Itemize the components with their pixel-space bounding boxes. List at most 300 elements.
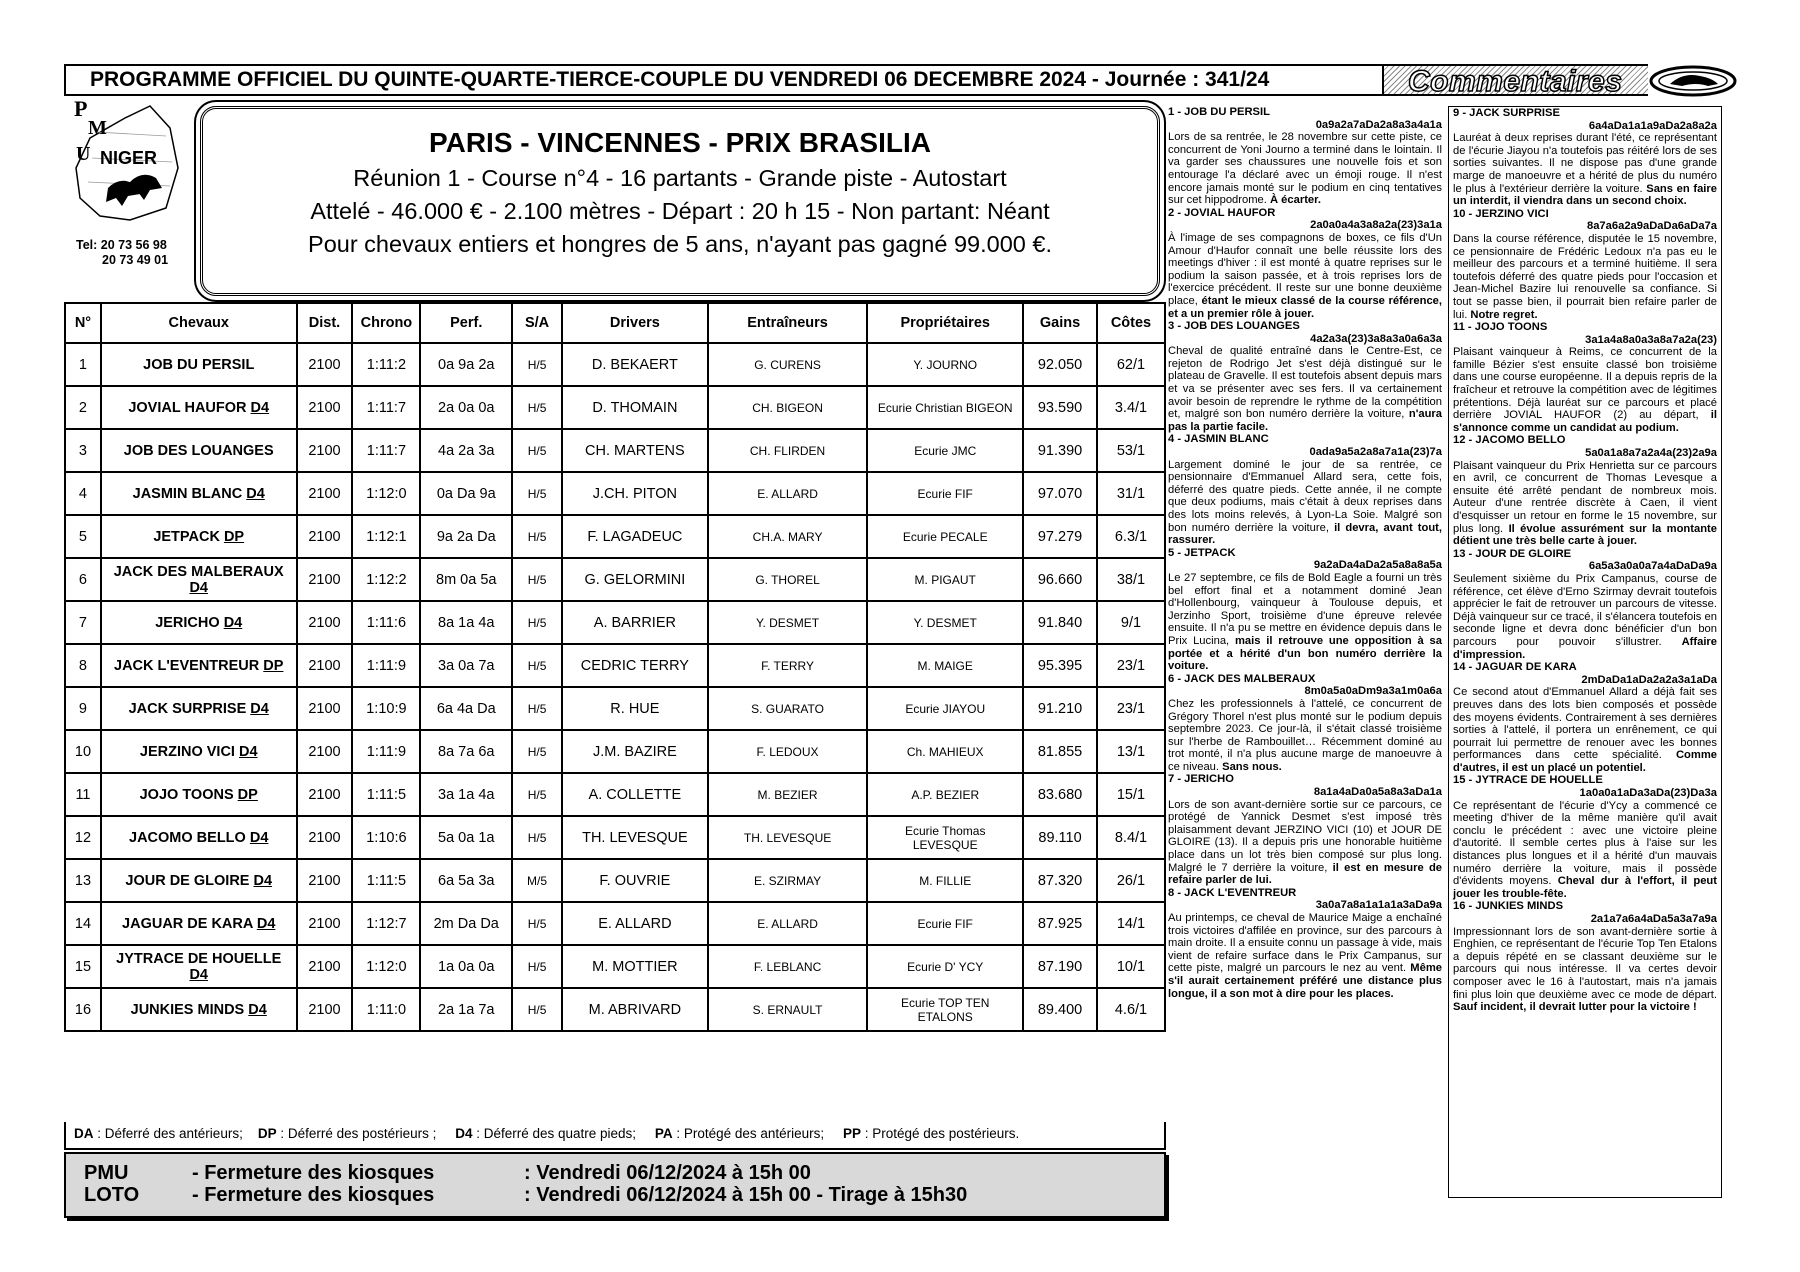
- comment-entry: [1453, 661, 1717, 774]
- comment-body: [1453, 573, 1717, 661]
- cell-trainer: CH. BIGEON: [708, 386, 868, 429]
- cell-driver: F. OUVRIE: [562, 859, 708, 902]
- table-row: [65, 386, 1165, 429]
- cell-number: 2: [65, 386, 101, 429]
- cell-chrono: 1:11:7: [352, 429, 420, 472]
- cell-owner: Y. DESMET: [867, 601, 1023, 644]
- col-header: Propriétaires: [867, 303, 1023, 343]
- cell-driver: M. ABRIVARD: [562, 988, 708, 1031]
- table-row: [65, 773, 1165, 816]
- cell-performance: 0a 9a 2a: [420, 343, 512, 386]
- col-header: Chrono: [352, 303, 420, 343]
- comment-form-code: 8a1a4aDa0a5a8a3aDa1a: [1313, 786, 1442, 799]
- comment-text: Chez les professionnels à l'attelé, ce concurrent de Grégory Thorel n'est plus monté sur le podium depuis septembre 2023. Ce jour-là, il s'était classé troisième sur l'herbe de Rambouillet… Récemment dominé au trot monté, il n'a plus aucune marge de manoeuvre à ce niveau.: [1168, 697, 1442, 773]
- phone-1: Tel: 20 73 56 98: [76, 238, 167, 252]
- race-title: PARIS - VINCENNES - PRIX BRASILIA: [429, 127, 931, 158]
- race-line-2: Attelé - 46.000 € - 2.100 mètres - Départ : 20 h 15 - Non partant: Néant: [310, 198, 1050, 224]
- top-banner: [64, 64, 1384, 96]
- horse-name: JERZINO VICI: [139, 743, 235, 760]
- horse-name: JACOMO BELLO: [129, 829, 246, 846]
- pmu-text: - Fermeture des kiosques: [192, 1162, 435, 1184]
- comment-heading: 16 - JUNKIES MINDS: [1453, 900, 1564, 913]
- cell-odds: 31/1: [1097, 472, 1165, 515]
- cell-sex-age: H/5: [512, 687, 562, 730]
- comment-form-code: 4a2a3a(23)3a8a3a0a6a3a: [1310, 332, 1442, 345]
- cell-sex-age: H/5: [512, 945, 562, 988]
- comment-body: [1168, 698, 1442, 774]
- cell-trainer: Y. DESMET: [708, 601, 868, 644]
- cell-driver: J.M. BAZIRE: [562, 730, 708, 773]
- shoeing-tag: D4: [250, 399, 270, 416]
- comment-heading: 9 - JACK SURPRISE: [1453, 107, 1560, 119]
- horse-name: JETPACK: [153, 528, 220, 545]
- shoeing-tag: DP: [223, 528, 245, 545]
- cell-chrono: 1:11:2: [352, 343, 420, 386]
- comment-entry: [1168, 673, 1442, 774]
- comment-verdict: Affaire d'impression.: [1453, 635, 1717, 661]
- cell-distance: 2100: [297, 859, 353, 902]
- cell-gains: 91.840: [1023, 601, 1097, 644]
- cell-driver: G. GELORMINI: [562, 558, 708, 601]
- cell-driver: R. HUE: [562, 687, 708, 730]
- cell-trainer: E. ALLARD: [708, 902, 868, 945]
- cell-gains: 96.660: [1023, 558, 1097, 601]
- cell-gains: 92.050: [1023, 343, 1097, 386]
- comment-body: [1453, 460, 1717, 548]
- cell-distance: 2100: [297, 945, 353, 988]
- legend-abbr: DA: [74, 1126, 94, 1141]
- horse-name: JACK DES MALBERAUX: [113, 563, 284, 580]
- comment-verdict: Même s'il aurait certainement préféré une distance plus longue, il a son mot à dire pour les places.: [1168, 962, 1442, 1000]
- comment-verdict: À écarter.: [1269, 194, 1321, 207]
- cell-horse: [101, 601, 297, 644]
- niger-map-icon: [70, 98, 190, 238]
- loto-value: : Vendredi 06/12/2024 à 15h 00 - Tirage à 15h30: [524, 1184, 968, 1206]
- comment-heading: 15 - JYTRACE DE HOUELLE: [1453, 774, 1603, 787]
- comment-entry: [1453, 107, 1717, 208]
- legend: [64, 1122, 1166, 1150]
- table-row: [65, 644, 1165, 687]
- shoeing-tag: D4: [248, 1001, 267, 1018]
- table-row: [65, 945, 1165, 988]
- legend-abbr: PP: [842, 1126, 861, 1141]
- table-row: [65, 515, 1165, 558]
- cell-odds: 13/1: [1097, 730, 1165, 773]
- comment-heading: 5 - JETPACK: [1168, 546, 1236, 559]
- cell-horse: [101, 773, 297, 816]
- cell-chrono: 1:10:9: [352, 687, 420, 730]
- cell-distance: 2100: [297, 343, 353, 386]
- comments-column-2: [1448, 106, 1722, 1198]
- comment-entry: [1168, 547, 1442, 673]
- pmu-value: : Vendredi 06/12/2024 à 15h 00: [524, 1162, 811, 1184]
- cell-number: 12: [65, 816, 101, 859]
- cell-number: 15: [65, 945, 101, 988]
- cell-driver: A. COLLETTE: [562, 773, 708, 816]
- cell-distance: 2100: [297, 730, 353, 773]
- cell-gains: 81.855: [1023, 730, 1097, 773]
- cell-horse: [101, 816, 297, 859]
- table-row: [65, 687, 1165, 730]
- comment-text: Le 27 septembre, ce fils de Bold Eagle a fourni un très bel effort final et a notamment dominé Jean d'Hollenbourg, vainqueur à Toulouse depuis, et Jerzinho Sport, troisième d'une épreuve relevée ensuite. Il n'a pu se mettre en évidence depuis dans le Prix Lucina,: [1168, 571, 1442, 647]
- shoeing-tag: D4: [223, 614, 243, 631]
- comment-form-code: 0ada9a5a2a8a7a1a(23)7a: [1309, 446, 1442, 459]
- cell-gains: 87.925: [1023, 902, 1097, 945]
- cell-sex-age: H/5: [512, 644, 562, 687]
- loto-text: - Fermeture des kiosques: [192, 1184, 435, 1206]
- race-line-1: Réunion 1 - Course n°4 - 16 partants - Grande piste - Autostart: [353, 165, 1007, 191]
- legend-abbr: DP: [257, 1126, 277, 1141]
- legend-item: [258, 1126, 437, 1141]
- comment-body: [1453, 233, 1717, 321]
- cell-horse: [101, 429, 297, 472]
- comment-form-code: 2a1a7a6a4aDa5a3a7a9a: [1590, 913, 1717, 925]
- cell-number: 5: [65, 515, 101, 558]
- comment-verdict: étant le mieux classé de la course référence, et a un premier rôle à jouer.: [1168, 294, 1442, 320]
- horse-name: JACK SURPRISE: [128, 700, 247, 717]
- cell-horse: [101, 859, 297, 902]
- cell-sex-age: H/5: [512, 773, 562, 816]
- partants-table: [64, 302, 1166, 1032]
- comment-heading: 10 - JERZINO VICI: [1453, 207, 1549, 220]
- cell-odds: 26/1: [1097, 859, 1165, 902]
- comment-body: [1168, 912, 1442, 1000]
- cell-distance: 2100: [297, 558, 353, 601]
- comment-entry: [1168, 773, 1442, 886]
- comment-body: [1453, 132, 1717, 208]
- legend-text: : Déferré des quatre pieds;: [472, 1126, 637, 1141]
- cell-chrono: 1:12:0: [352, 945, 420, 988]
- program-title: PROGRAMME OFFICIEL DU QUINTE-QUARTE-TIERCE-COUPLE DU VENDREDI 06 DECEMBRE 2024 - Journée : 341/24: [90, 68, 1270, 91]
- comment-verdict: il est en mesure de refaire parler de lui.: [1168, 861, 1442, 887]
- cell-distance: 2100: [297, 472, 353, 515]
- cell-gains: 91.390: [1023, 429, 1097, 472]
- table-row: [65, 816, 1165, 859]
- cell-number: 11: [65, 773, 101, 816]
- comment-form-code: 3a0a7a8a1a1a1a3aDa9a: [1315, 899, 1442, 912]
- cell-horse: [101, 472, 297, 515]
- cell-distance: 2100: [297, 601, 353, 644]
- comment-verdict: Sans en faire un interdit, il viendra dans un second choix.: [1453, 182, 1717, 208]
- cell-trainer: G. THOREL: [708, 558, 868, 601]
- table-row: [65, 988, 1165, 1031]
- comment-body: [1453, 686, 1717, 774]
- legend-abbr: PA: [654, 1126, 673, 1141]
- cell-sex-age: H/5: [512, 558, 562, 601]
- cell-owner: Ecurie TOP TEN ETALONS: [867, 988, 1023, 1031]
- comment-heading: 7 - JERICHO: [1168, 773, 1234, 786]
- comment-body: [1453, 926, 1717, 1014]
- cell-sex-age: H/5: [512, 988, 562, 1031]
- comment-entry: [1168, 433, 1442, 546]
- cell-performance: 8a 1a 4a: [420, 601, 512, 644]
- cell-chrono: 1:12:1: [352, 515, 420, 558]
- comment-body: [1168, 131, 1442, 207]
- contact-phones: [76, 238, 168, 268]
- cell-distance: 2100: [297, 773, 353, 816]
- cell-number: 16: [65, 988, 101, 1031]
- shoeing-tag: D4: [239, 743, 258, 760]
- col-header: Côtes: [1097, 303, 1165, 343]
- cell-owner: M. FILLIE: [867, 859, 1023, 902]
- table-row: [65, 730, 1165, 773]
- comment-heading: 2 - JOVIAL HAUFOR: [1168, 206, 1276, 219]
- comment-body: [1168, 572, 1442, 673]
- comment-verdict: il s'annonce comme un candidat au podium.: [1453, 409, 1717, 434]
- table-row: [65, 429, 1165, 472]
- comment-form-code: 3a1a4a8a0a3a8a7a2a(23): [1585, 333, 1717, 346]
- cell-odds: 3.4/1: [1097, 386, 1165, 429]
- cell-owner: M. PIGAUT: [867, 558, 1023, 601]
- cell-trainer: M. BEZIER: [708, 773, 868, 816]
- cell-gains: 97.279: [1023, 515, 1097, 558]
- shoeing-tag: D4: [189, 579, 208, 596]
- legend-text: : Déferré des antérieurs;: [93, 1126, 243, 1141]
- legend-text: : Protégé des postérieurs.: [860, 1126, 1020, 1141]
- comment-body: [1168, 345, 1442, 433]
- cell-trainer: G. CURENS: [708, 343, 868, 386]
- comment-text: Ce second atout d'Emmanuel Allard a déjà fait ses preuves dans des lots bien composés et possède des moyens évidents. Contrairement à ses dernières sorties à l'attelé, il portera un enrênement, ce qui pourrait lui permettre de renouer avec les bonnes performances dans cette spécialité.: [1453, 686, 1717, 762]
- cell-number: 6: [65, 558, 101, 601]
- cell-performance: 8m 0a 5a: [420, 558, 512, 601]
- cell-odds: 14/1: [1097, 902, 1165, 945]
- pmu-niger-logo: [70, 98, 190, 238]
- comment-verdict: Il évolue assurément sur la montante détient une très belle carte à jouer.: [1453, 522, 1717, 548]
- comment-form-code: 1a0a0a1aDa3aDa(23)Da3a: [1579, 787, 1717, 800]
- cell-distance: 2100: [297, 988, 353, 1031]
- comment-entry: [1168, 320, 1442, 433]
- cell-trainer: F. LEDOUX: [708, 730, 868, 773]
- comment-text: Lors de sa rentrée, le 28 novembre sur cette piste, ce concurrent de Yoni Journo a terminé dans le lointain. Il va garder ses chaussures une nouvelle fois et son entourage l'a déclaré avec un émoji rouge. Il n'est encore jamais monté sur le podium en cinq tentatives sur cet hippodrome.: [1168, 131, 1442, 207]
- horse-name: JACK L'EVENTREUR: [114, 657, 260, 674]
- cell-number: 9: [65, 687, 101, 730]
- horse-name: JERICHO: [155, 614, 220, 631]
- comment-heading: 8 - JACK L'EVENTREUR: [1168, 886, 1297, 899]
- cell-odds: 9/1: [1097, 601, 1165, 644]
- comment-entry: [1168, 207, 1442, 320]
- legend-item: [74, 1126, 243, 1141]
- legend-text: : Protégé des antérieurs;: [672, 1126, 825, 1141]
- comment-text: Lauréat à deux reprises durant l'été, ce représentant de l'écurie Jiayou n'a toutefois pas réitéré lors de ses sorties suivantes. Il ne dispose pas d'une grande marge de manoeuvre et a hérité de plus du numéro le plus à l'extérieur derrière la voiture.: [1453, 132, 1717, 195]
- comment-text: Impressionnant lors de son avant-dernière sortie à Enghien, ce représentant de l'écurie Top Ten Etalons a depuis répété en se classant deuxième sur le parcours qui nous intéresse. Il va certes devoir composer avec le 16 à l'autostart, mais n'a jamais fini plus loin que deuxième avec ce mode de départ.: [1453, 925, 1717, 1001]
- comment-text: Cheval de qualité entraîné dans le Centre-Est, ce rejeton de Rodrigo Jet s'est déjà distingué sur le plateau de Gravelle. Il est toutefois absent depuis mars et va se présenter avec ses fers. Il va certainement avoir besoin de reprendre le rythme de la compétition et, malgré son bon numéro derrière la voiture,: [1168, 345, 1442, 421]
- shoeing-tag: D4: [250, 700, 269, 717]
- cell-odds: 38/1: [1097, 558, 1165, 601]
- cell-gains: 87.320: [1023, 859, 1097, 902]
- cell-number: 3: [65, 429, 101, 472]
- logo-m: M: [88, 117, 107, 139]
- cell-gains: 91.210: [1023, 687, 1097, 730]
- cell-gains: 89.400: [1023, 988, 1097, 1031]
- comment-verdict: il devra, avant tout, rassurer.: [1168, 521, 1442, 547]
- comment-text: Plaisant vainqueur à Reims, ce concurrent de la famille Bézier s'est ensuite classé bon troisième dans une course européenne. Il a depuis repris de la fraîcheur et retrouve la compétition avec de légitimes prétentions. Déjà lauréat sur ce parcours et placé derrière JOVIAL HAUFOR (2) au départ,: [1453, 346, 1717, 422]
- cell-number: 8: [65, 644, 101, 687]
- cell-horse: [101, 730, 297, 773]
- comment-text: À l'image de ses compagnons de boxes, ce fils d'Un Amour d'Haufor connaît une belle réussite lors des meetings d'hiver : il est monté à quatre reprises sur le podium la saison passée, et à trois reprises lors de l'exercice précédent. Il reste sur une bonne deuxième place,: [1168, 231, 1442, 307]
- comment-body: [1453, 346, 1717, 434]
- cell-chrono: 1:11:7: [352, 386, 420, 429]
- cell-gains: 93.590: [1023, 386, 1097, 429]
- comment-form-code: 9a2aDa4aDa2a5a8a8a5a: [1313, 559, 1442, 572]
- cell-owner: Ecurie FIF: [867, 472, 1023, 515]
- cell-sex-age: M/5: [512, 859, 562, 902]
- comment-form-code: 5a0a1a8a7a2a4a(23)2a9a: [1585, 447, 1717, 460]
- cell-chrono: 1:11:5: [352, 773, 420, 816]
- pmu-closing-line: [66, 1162, 1164, 1184]
- table-row: [65, 558, 1165, 601]
- comment-verdict: mais il retrouve une opposition à sa portée et a hérité d'un bon numéro derrière la voiture.: [1168, 634, 1443, 673]
- cell-owner: A.P. BEZIER: [867, 773, 1023, 816]
- cell-horse: [101, 343, 297, 386]
- cell-driver: M. MOTTIER: [562, 945, 708, 988]
- legend-text: : Déferré des postérieurs ;: [276, 1126, 437, 1141]
- cell-horse: [101, 558, 297, 601]
- comments-column-1: [1168, 106, 1442, 1000]
- cell-performance: 2a 0a 0a: [420, 386, 512, 429]
- comment-form-code: 8a7a6a2a9aDaDa6aDa7a: [1586, 220, 1717, 233]
- comment-form-code: 2mDaDa1aDa2a2a3a1aDa: [1581, 673, 1717, 686]
- legend-item: [455, 1126, 636, 1141]
- comment-body: [1168, 232, 1442, 320]
- cell-odds: 4.6/1: [1097, 988, 1165, 1031]
- logo-p: P: [74, 98, 88, 121]
- cell-driver: F. LAGADEUC: [562, 515, 708, 558]
- cell-performance: 9a 2a Da: [420, 515, 512, 558]
- cell-performance: 4a 2a 3a: [420, 429, 512, 472]
- comment-verdict: Sans nous.: [1222, 760, 1282, 773]
- horse-name: JOUR DE GLOIRE: [125, 872, 250, 889]
- cell-number: 13: [65, 859, 101, 902]
- comment-form-code: 6a4aDa1a1a9aDa2a8a2a: [1588, 119, 1717, 132]
- comment-heading: 4 - JASMIN BLANC: [1168, 433, 1269, 446]
- comment-heading: 1 - JOB DU PERSIL: [1168, 106, 1270, 118]
- comment-verdict: Sauf incident, il devrait lutter pour la victoire !: [1453, 1001, 1697, 1014]
- cell-odds: 53/1: [1097, 429, 1165, 472]
- cell-sex-age: H/5: [512, 429, 562, 472]
- horse-name: JAGUAR DE KARA: [122, 915, 253, 932]
- col-header: Chevaux: [101, 303, 297, 343]
- loto-closing-line: [66, 1184, 1164, 1206]
- shoeing-tag: D4: [246, 485, 265, 502]
- table-header-row: [65, 303, 1165, 343]
- cell-horse: [101, 644, 297, 687]
- cell-trainer: F. LEBLANC: [708, 945, 868, 988]
- race-header: [200, 106, 1160, 296]
- comment-heading: 14 - JAGUAR DE KARA: [1453, 661, 1577, 674]
- col-header: Drivers: [562, 303, 708, 343]
- cell-owner: Ch. MAHIEUX: [867, 730, 1023, 773]
- cell-owner: Ecurie Christian BIGEON: [867, 386, 1023, 429]
- cell-horse: [101, 687, 297, 730]
- shoeing-tag: D4: [256, 915, 276, 932]
- cell-performance: 0a Da 9a: [420, 472, 512, 515]
- comment-body: [1168, 459, 1442, 547]
- horse-name: JYTRACE DE HOUELLE: [116, 950, 282, 967]
- cell-distance: 2100: [297, 515, 353, 558]
- cell-horse: [101, 515, 297, 558]
- comment-entry: [1168, 887, 1442, 1000]
- cell-performance: 6a 4a Da: [420, 687, 512, 730]
- comment-verdict: n'aura pas la partie facile.: [1168, 408, 1443, 433]
- cell-performance: 3a 0a 7a: [420, 644, 512, 687]
- cell-owner: Ecurie Thomas LEVESQUE: [867, 816, 1023, 859]
- logo-u: U: [76, 143, 91, 165]
- cell-chrono: 1:11:9: [352, 730, 420, 773]
- cell-number: 1: [65, 343, 101, 386]
- shoeing-tag: DP: [237, 786, 258, 803]
- cell-horse: [101, 902, 297, 945]
- cell-odds: 62/1: [1097, 343, 1165, 386]
- col-header: Perf.: [420, 303, 512, 343]
- comment-entry: [1453, 321, 1717, 434]
- horse-name: JASMIN BLANC: [132, 485, 243, 502]
- cell-odds: 6.3/1: [1097, 515, 1165, 558]
- cell-number: 14: [65, 902, 101, 945]
- legend-abbr: D4: [455, 1126, 473, 1141]
- cell-odds: 8.4/1: [1097, 816, 1165, 859]
- comment-verdict: Notre regret.: [1470, 308, 1538, 321]
- cell-odds: 23/1: [1097, 644, 1165, 687]
- cell-distance: 2100: [297, 429, 353, 472]
- comment-text: Dans la course référence, disputée le 15 novembre, ce pensionnaire de Frédéric Ledoux n'a pas eu le meilleur des parcours et a terminé huitième. Il sera toutefois déferré des quatre pieds pour l'occasion et Jean-Michel Bazire lui renouvelle sa confiance. Si tout se passe bien, il pourrait bien refaire parler de lui.: [1453, 232, 1717, 321]
- cell-gains: 89.110: [1023, 816, 1097, 859]
- cell-number: 7: [65, 601, 101, 644]
- cell-performance: 8a 7a 6a: [420, 730, 512, 773]
- cell-sex-age: H/5: [512, 601, 562, 644]
- cell-owner: Ecurie D' YCY: [867, 945, 1023, 988]
- comment-body: [1453, 800, 1717, 901]
- cell-performance: 5a 0a 1a: [420, 816, 512, 859]
- cell-driver: CEDRIC TERRY: [562, 644, 708, 687]
- cell-chrono: 1:12:0: [352, 472, 420, 515]
- cell-performance: 2m Da Da: [420, 902, 512, 945]
- cell-driver: D. BEKAERT: [562, 343, 708, 386]
- table-row: [65, 343, 1165, 386]
- cell-horse: [101, 945, 297, 988]
- cell-driver: TH. LEVESQUE: [562, 816, 708, 859]
- horse-name: JOB DU PERSIL: [143, 356, 255, 373]
- comment-heading: 3 - JOB DES LOUANGES: [1168, 320, 1300, 333]
- table-row: [65, 859, 1165, 902]
- cell-distance: 2100: [297, 687, 353, 730]
- cell-owner: Ecurie PECALE: [867, 515, 1023, 558]
- comment-verdict: Cheval dur à l'effort, il peut jouer les trouble-fête.: [1453, 875, 1717, 900]
- pmu-label: PMU: [84, 1162, 129, 1184]
- col-header: Dist.: [297, 303, 353, 343]
- shoeing-tag: DP: [263, 657, 284, 674]
- comment-entry: [1453, 900, 1717, 1013]
- comment-entry: [1453, 548, 1717, 661]
- cell-number: 10: [65, 730, 101, 773]
- comment-entry: [1168, 106, 1442, 207]
- cell-owner: Y. JOURNO: [867, 343, 1023, 386]
- cell-sex-age: H/5: [512, 902, 562, 945]
- comment-form-code: 6a5a3a0a0a7a4aDaDa9a: [1588, 560, 1717, 573]
- col-header: Entraîneurs: [708, 303, 868, 343]
- horse-name: JOB DES LOUANGES: [123, 442, 274, 459]
- comment-entry: [1453, 774, 1717, 900]
- cell-trainer: S. ERNAULT: [708, 988, 868, 1031]
- cell-performance: 2a 1a 7a: [420, 988, 512, 1031]
- comment-heading: 13 - JOUR DE GLOIRE: [1453, 547, 1572, 560]
- legend-item: [843, 1126, 1019, 1141]
- cell-sex-age: H/5: [512, 515, 562, 558]
- horse-name: JOVIAL HAUFOR: [128, 399, 247, 416]
- comment-entry: [1453, 434, 1717, 547]
- cell-odds: 10/1: [1097, 945, 1165, 988]
- cell-chrono: 1:11:6: [352, 601, 420, 644]
- cell-gains: 97.070: [1023, 472, 1097, 515]
